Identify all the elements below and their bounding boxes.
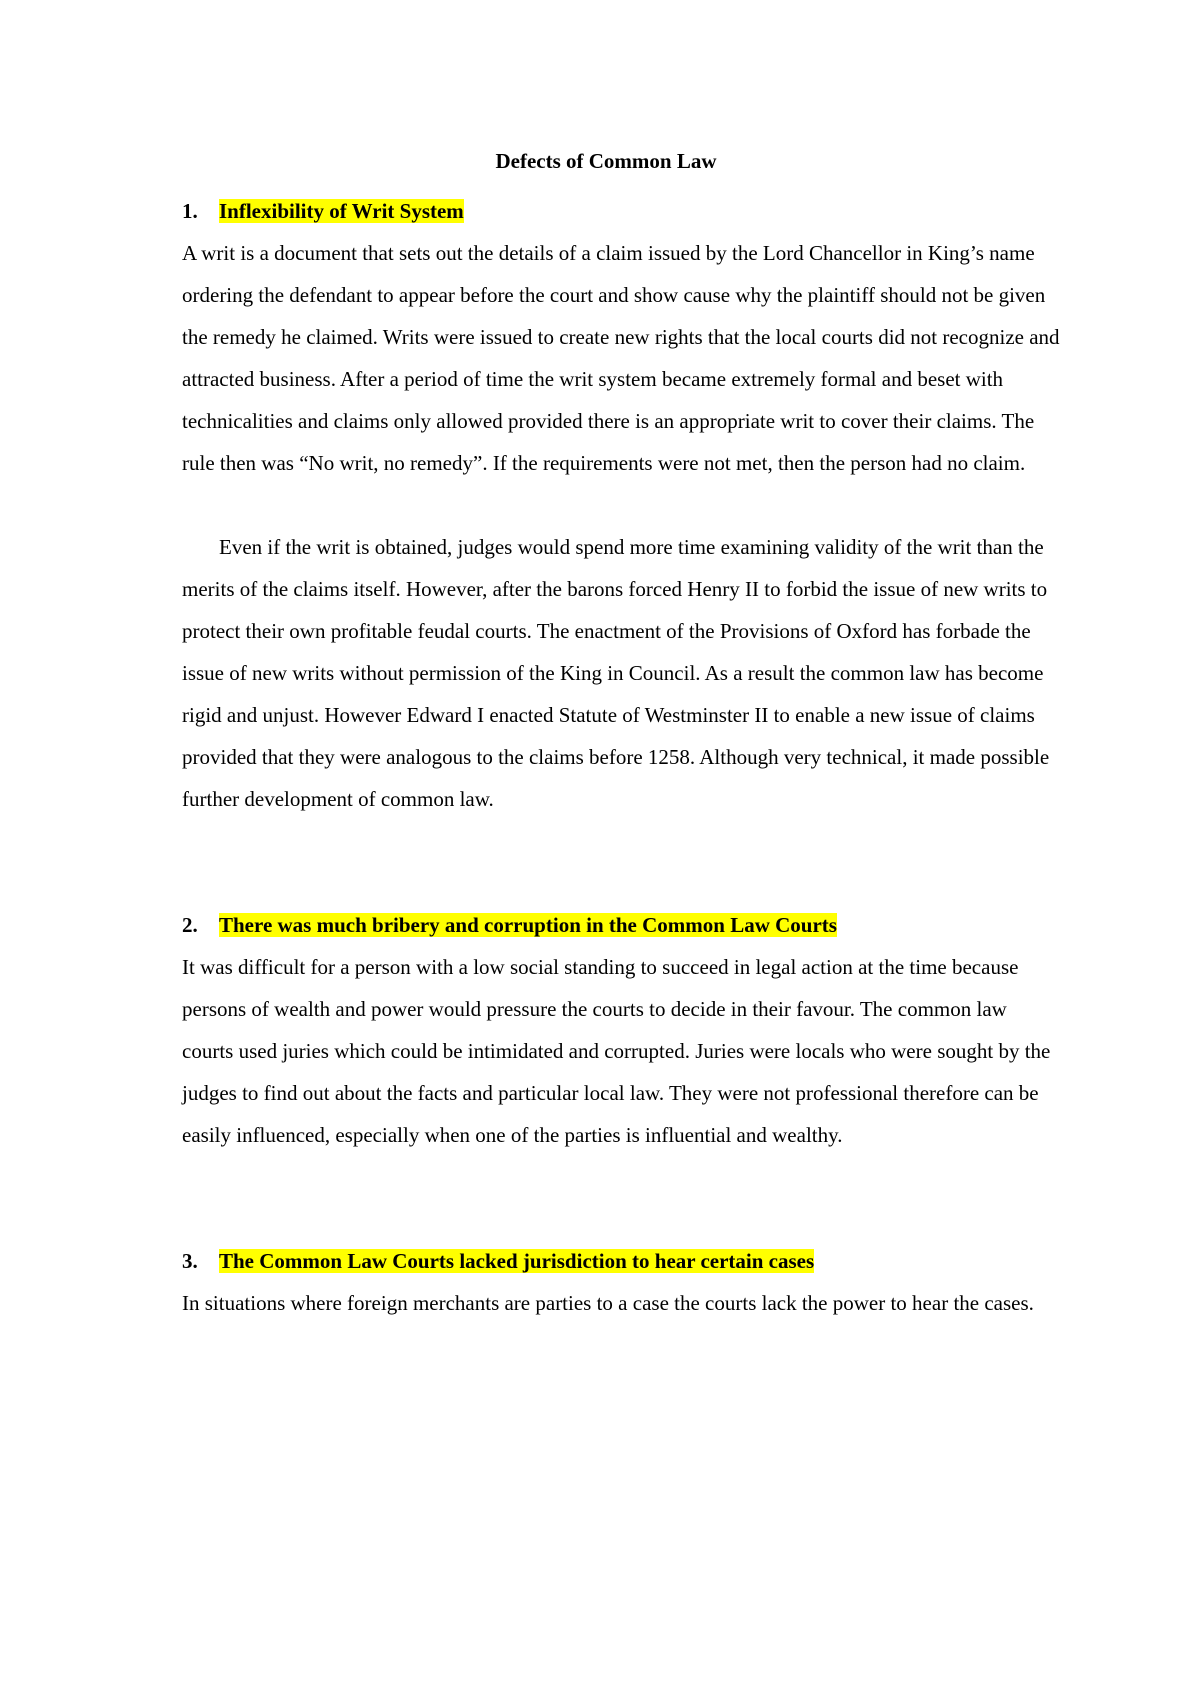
document-title: Defects of Common Law — [495, 149, 717, 173]
section-paragraph: It was difficult for a person with a low social standing to succeed in legal action at the time because persons of wealth and power would pressure the courts to decide in their favour. The common law courts used juries which could be intimidated and corrupted. Juries were locals who were sought by the judges to find out about the facts and particular local law. They were not professional therefore can be easily influenced, especially when one of the parties is influential and wealthy. — [182, 955, 1051, 1147]
section-3 — [182, 1240, 1062, 1324]
document-body — [182, 140, 1062, 1324]
section-spacer — [182, 1156, 1062, 1240]
section-heading — [182, 904, 1062, 946]
section-number: 2. — [182, 913, 198, 937]
section-heading-text: Inflexibility of Writ System — [219, 199, 464, 223]
section-paragraph: A writ is a document that sets out the details of a claim issued by the Lord Chancellor in King’s name ordering the defendant to appear before the court and show cause why the plaintiff should not be given the remedy he claimed. Writs were issued to create new rights that the local courts did not recognize and attracted business. After a period of time the writ system became extremely formal and beset with technicalities and claims only allowed provided there is an appropriate writ to cover their claims. The rule then was “No writ, no remedy”. If the requirements were not met, then the person had no claim. — [182, 241, 1060, 475]
section-heading — [182, 190, 1062, 232]
section-number: 3. — [182, 1249, 198, 1273]
section-2 — [182, 904, 1062, 1156]
section-heading-text: There was much bribery and corruption in the Common Law Courts — [219, 913, 837, 937]
section-heading-text: The Common Law Courts lacked jurisdiction to hear certain cases — [219, 1249, 815, 1273]
section-1 — [182, 190, 1062, 820]
section-number: 1. — [182, 199, 198, 223]
section-spacer — [182, 820, 1062, 904]
paragraph-spacer — [182, 484, 1062, 526]
section-paragraph: Even if the writ is obtained, judges would spend more time examining validity of the writ than the merits of the claims itself. However, after the barons forced Henry II to forbid the issue of new writs to protect their own profitable feudal courts. The enactment of the Provisions of Oxford has forbade the issue of new writs without permission of the King in Council. As a result the common law has become rigid and unjust. However Edward I enacted Statute of Westminster II to enable a new issue of claims provided that they were analogous to the claims before 1258. Although very technical, it made possible further development of common law. — [182, 535, 1050, 811]
section-paragraph: In situations where foreign merchants are parties to a case the courts lack the power to hear the cases. — [182, 1291, 1034, 1315]
section-heading — [182, 1240, 1062, 1282]
